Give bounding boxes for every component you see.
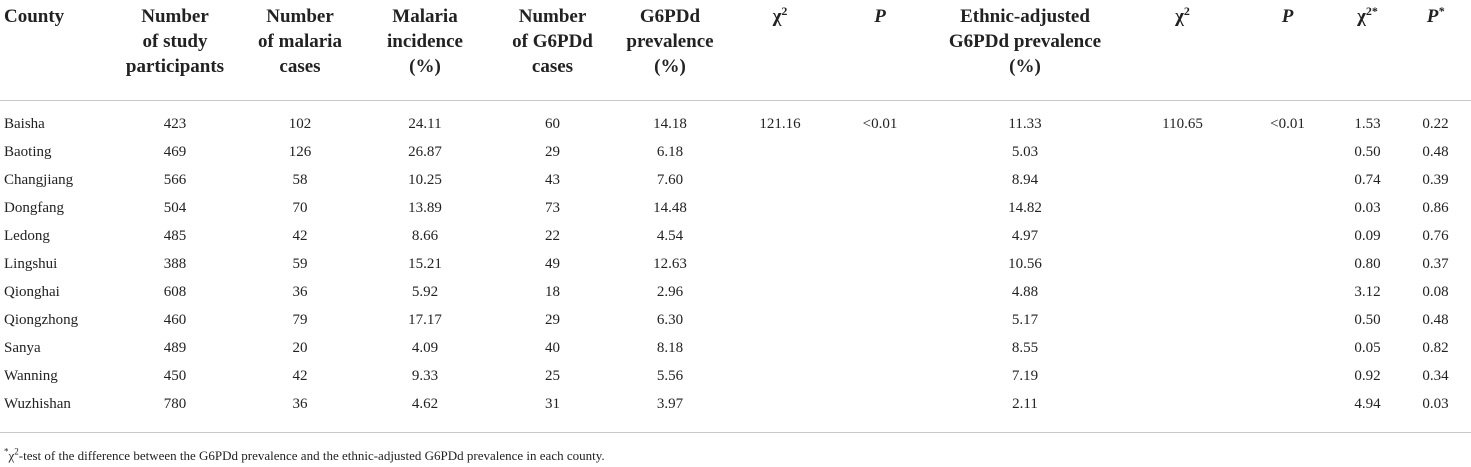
header-g6pd-cases-line-3: cases xyxy=(531,56,574,77)
header-p-value-star-sup: * xyxy=(1438,3,1445,18)
cell-participants: 423 xyxy=(163,116,187,132)
cell-participants: 469 xyxy=(163,144,187,160)
cell-malaria-cases: 58 xyxy=(292,172,308,188)
header-ethnic-adjusted-line-1: Ethnic-adjusted xyxy=(960,6,1090,27)
cell-chi-square-1 xyxy=(725,307,835,335)
cell-g6pd-cases: 43 xyxy=(545,172,560,188)
cell-county: Baisha xyxy=(4,116,45,132)
cell-p-value-2 xyxy=(1240,391,1335,419)
header-ethnic-adjusted xyxy=(925,0,1125,100)
cell-chi-square-1 xyxy=(725,363,835,391)
cell-p-value-star: 0.48 xyxy=(1422,144,1449,160)
header-malaria-incidence-line-3: (%) xyxy=(409,56,441,77)
cell-g6pd-prevalence: 7.60 xyxy=(656,172,684,188)
cell-chi-square-2 xyxy=(1125,307,1240,335)
cell-g6pd-cases: 29 xyxy=(545,312,560,328)
header-chi-square-1 xyxy=(725,0,835,100)
table-body xyxy=(0,100,1471,432)
cell-ethnic-adjusted: 4.88 xyxy=(1011,284,1039,300)
cell-malaria-cases: 70 xyxy=(292,200,308,216)
cell-chi-square-star: 0.09 xyxy=(1354,228,1381,244)
cell-county: Baoting xyxy=(4,144,52,160)
cell-malaria-cases: 59 xyxy=(292,256,308,272)
header-participants xyxy=(110,0,240,100)
cell-p-value-2 xyxy=(1240,363,1335,391)
cell-county: Qionghai xyxy=(4,284,60,300)
footnote-sup: 2 xyxy=(14,446,19,457)
cell-p-value-1 xyxy=(835,223,925,251)
header-g6pd-prevalence-line-2: prevalence xyxy=(626,31,714,52)
cell-p-value-1 xyxy=(835,139,925,167)
cell-ethnic-adjusted: 5.17 xyxy=(1011,312,1039,328)
cell-chi-square-star: 0.50 xyxy=(1354,312,1381,328)
cell-ethnic-adjusted: 4.97 xyxy=(1011,228,1039,244)
cell-participants: 608 xyxy=(163,284,187,300)
cell-county: Sanya xyxy=(4,340,41,356)
cell-malaria-incidence: 8.66 xyxy=(411,228,439,244)
table-row xyxy=(0,391,1471,419)
cell-malaria-incidence: 17.17 xyxy=(408,312,442,328)
cell-g6pd-prevalence: 8.18 xyxy=(656,340,684,356)
cell-chi-square-star: 0.92 xyxy=(1354,368,1381,384)
cell-malaria-incidence: 9.33 xyxy=(411,368,439,384)
cell-p-value-2 xyxy=(1240,335,1335,363)
cell-g6pd-prevalence: 6.18 xyxy=(656,144,684,160)
header-participants-line-3: participants xyxy=(125,56,225,77)
cell-county: Wuzhishan xyxy=(4,396,71,412)
cell-chi-square-1 xyxy=(725,223,835,251)
cell-p-value-2: <0.01 xyxy=(1270,116,1305,132)
footnote-text: -test of the difference between the G6PDd prevalence and the ethnic-adjusted G6PDd prevalence in each county. xyxy=(18,448,605,463)
header-g6pd-prevalence-line-3: (%) xyxy=(654,56,686,77)
cell-malaria-cases: 79 xyxy=(292,312,308,328)
header-g6pd-prevalence xyxy=(615,0,725,100)
header-p-value-1: P xyxy=(835,0,925,100)
cell-g6pd-prevalence: 6.30 xyxy=(656,312,684,328)
cell-ethnic-adjusted: 8.94 xyxy=(1011,172,1039,188)
header-ethnic-adjusted-line-3: (%) xyxy=(1009,56,1041,77)
table-footnote xyxy=(4,448,605,464)
cell-county: Lingshui xyxy=(4,256,58,272)
cell-participants: 450 xyxy=(163,368,187,384)
cell-chi-square-star: 4.94 xyxy=(1354,396,1381,412)
header-malaria-cases-line-1: Number xyxy=(266,6,334,27)
cell-g6pd-prevalence: 5.56 xyxy=(656,368,684,384)
header-malaria-incidence xyxy=(360,0,490,100)
cell-g6pd-cases: 40 xyxy=(545,340,560,356)
cell-p-value-2 xyxy=(1240,307,1335,335)
cell-participants: 460 xyxy=(163,312,187,328)
header-chi-square-1-sup: 2 xyxy=(781,3,788,18)
cell-county: Qiongzhong xyxy=(4,312,79,328)
cell-participants: 780 xyxy=(163,396,187,412)
cell-chi-square-1 xyxy=(725,167,835,195)
cell-p-value-star: 0.08 xyxy=(1422,284,1449,300)
cell-chi-square-2 xyxy=(1125,167,1240,195)
cell-chi-square-1 xyxy=(725,251,835,279)
spacer-row xyxy=(0,100,1471,111)
cell-p-value-1 xyxy=(835,167,925,195)
cell-malaria-incidence: 4.09 xyxy=(411,340,439,356)
cell-p-value-star: 0.39 xyxy=(1422,172,1449,188)
cell-chi-square-star: 3.12 xyxy=(1354,284,1381,300)
cell-g6pd-cases: 49 xyxy=(545,256,560,272)
cell-chi-square-star: 0.50 xyxy=(1354,144,1381,160)
cell-p-value-2 xyxy=(1240,223,1335,251)
header-participants-line-2: of study xyxy=(142,31,208,52)
footnote-symbol: χ xyxy=(8,448,15,463)
header-chi-square-star-symbol: χ xyxy=(1357,6,1366,27)
header-g6pd-cases xyxy=(490,0,615,100)
cell-p-value-1 xyxy=(835,251,925,279)
cell-malaria-cases: 126 xyxy=(288,144,312,160)
header-p-value-star xyxy=(1400,0,1471,100)
cell-chi-square-1: 121.16 xyxy=(759,116,801,132)
header-malaria-incidence-line-2: incidence xyxy=(387,31,463,52)
cell-g6pd-cases: 18 xyxy=(545,284,560,300)
cell-p-value-star: 0.76 xyxy=(1422,228,1449,244)
cell-chi-square-2 xyxy=(1125,251,1240,279)
header-g6pd-prevalence-line-1: G6PDd xyxy=(639,6,701,27)
cell-g6pd-cases: 25 xyxy=(545,368,560,384)
cell-county: Dongfang xyxy=(4,200,64,216)
cell-ethnic-adjusted: 10.56 xyxy=(1008,256,1042,272)
header-chi-square-2-symbol: χ xyxy=(1175,6,1184,27)
cell-p-value-star: 0.03 xyxy=(1422,396,1449,412)
cell-chi-square-1 xyxy=(725,335,835,363)
cell-malaria-incidence: 13.89 xyxy=(408,200,442,216)
cell-chi-square-1 xyxy=(725,279,835,307)
cell-malaria-cases: 20 xyxy=(292,340,308,356)
cell-p-value-2 xyxy=(1240,251,1335,279)
header-p-value-star-symbol: P xyxy=(1426,6,1439,27)
cell-p-value-2 xyxy=(1240,139,1335,167)
cell-malaria-cases: 36 xyxy=(292,284,308,300)
cell-chi-square-2 xyxy=(1125,139,1240,167)
cell-p-value-2 xyxy=(1240,279,1335,307)
spacer-cell xyxy=(0,100,1471,111)
header-chi-square-2 xyxy=(1125,0,1240,100)
table-row xyxy=(0,307,1471,335)
cell-chi-square-2 xyxy=(1125,223,1240,251)
cell-p-value-star: 0.82 xyxy=(1422,340,1449,356)
cell-malaria-incidence: 4.62 xyxy=(411,396,439,412)
header-county: County xyxy=(0,0,110,100)
cell-g6pd-prevalence: 14.18 xyxy=(653,116,687,132)
cell-p-value-2 xyxy=(1240,195,1335,223)
header-p-value-2: P xyxy=(1240,0,1335,100)
cell-p-value-star: 0.86 xyxy=(1422,200,1449,216)
header-chi-square-star-sup: 2* xyxy=(1365,3,1378,18)
header-ethnic-adjusted-line-2: G6PDd prevalence xyxy=(948,31,1102,52)
cell-chi-square-star: 0.05 xyxy=(1354,340,1381,356)
cell-g6pd-cases: 60 xyxy=(545,116,560,132)
cell-chi-square-2 xyxy=(1125,335,1240,363)
cell-chi-square-2 xyxy=(1125,363,1240,391)
cell-county: Wanning xyxy=(4,368,58,384)
cell-ethnic-adjusted: 5.03 xyxy=(1011,144,1039,160)
cell-malaria-incidence: 24.11 xyxy=(408,116,442,132)
cell-p-value-star: 0.48 xyxy=(1422,312,1449,328)
cell-p-value-1 xyxy=(835,391,925,419)
cell-malaria-incidence: 10.25 xyxy=(408,172,442,188)
cell-p-value-1 xyxy=(835,363,925,391)
table-row xyxy=(0,167,1471,195)
cell-ethnic-adjusted: 7.19 xyxy=(1011,368,1039,384)
header-malaria-cases xyxy=(240,0,360,100)
cell-malaria-cases: 36 xyxy=(292,396,308,412)
cell-p-value-1 xyxy=(835,335,925,363)
cell-p-value-1 xyxy=(835,307,925,335)
cell-chi-square-1 xyxy=(725,391,835,419)
cell-g6pd-prevalence: 4.54 xyxy=(656,228,684,244)
cell-county: Ledong xyxy=(4,228,50,244)
header-malaria-cases-line-2: of malaria xyxy=(258,31,342,52)
cell-ethnic-adjusted: 14.82 xyxy=(1008,200,1042,216)
cell-p-value-1 xyxy=(835,279,925,307)
cell-chi-square-2 xyxy=(1125,195,1240,223)
cell-chi-square-2: 110.65 xyxy=(1162,116,1203,132)
header-chi-square-star xyxy=(1335,0,1400,100)
header-malaria-cases-line-3: cases xyxy=(279,56,321,77)
header-chi-square-2-sup: 2 xyxy=(1183,3,1190,18)
cell-g6pd-cases: 73 xyxy=(545,200,560,216)
cell-chi-square-star: 1.53 xyxy=(1354,116,1381,132)
header-malaria-incidence-line-1: Malaria xyxy=(392,6,458,27)
header-row xyxy=(0,0,1471,100)
cell-malaria-incidence: 15.21 xyxy=(408,256,442,272)
cell-chi-square-star: 0.03 xyxy=(1354,200,1381,216)
cell-g6pd-cases: 22 xyxy=(545,228,560,244)
cell-p-value-star: 0.37 xyxy=(1422,256,1449,272)
cell-chi-square-2 xyxy=(1125,391,1240,419)
cell-malaria-cases: 42 xyxy=(292,228,308,244)
table-end-row xyxy=(0,419,1471,433)
table-row xyxy=(0,195,1471,223)
cell-participants: 566 xyxy=(163,172,187,188)
table-row xyxy=(0,223,1471,251)
cell-g6pd-prevalence: 3.97 xyxy=(656,396,684,412)
cell-malaria-cases: 42 xyxy=(292,368,308,384)
cell-ethnic-adjusted: 11.33 xyxy=(1008,116,1042,132)
cell-malaria-cases: 102 xyxy=(288,116,312,132)
table-row xyxy=(0,335,1471,363)
cell-g6pd-cases: 31 xyxy=(545,396,560,412)
cell-county: Changjiang xyxy=(4,172,74,188)
cell-g6pd-prevalence: 12.63 xyxy=(653,256,687,272)
table-row xyxy=(0,139,1471,167)
cell-participants: 504 xyxy=(163,200,187,216)
cell-p-value-1: <0.01 xyxy=(862,116,898,132)
table-row xyxy=(0,279,1471,307)
cell-malaria-incidence: 26.87 xyxy=(408,144,442,160)
cell-chi-square-2 xyxy=(1125,279,1240,307)
header-g6pd-cases-line-2: of G6PDd xyxy=(512,31,593,52)
cell-g6pd-cases: 29 xyxy=(545,144,560,160)
cell-participants: 388 xyxy=(163,256,187,272)
cell-chi-square-1 xyxy=(725,139,835,167)
cell-p-value-star: 0.22 xyxy=(1422,116,1449,132)
header-chi-square-1-symbol: χ xyxy=(772,6,782,27)
cell-p-value-star: 0.34 xyxy=(1422,368,1449,384)
cell-p-value-1 xyxy=(835,195,925,223)
header-g6pd-cases-line-1: Number xyxy=(518,6,587,27)
cell-chi-square-star: 0.74 xyxy=(1354,172,1381,188)
header-participants-line-1: Number xyxy=(141,6,209,27)
cell-ethnic-adjusted: 8.55 xyxy=(1011,340,1039,356)
cell-g6pd-prevalence: 14.48 xyxy=(653,200,687,216)
cell-g6pd-prevalence: 2.96 xyxy=(656,284,684,300)
cell-malaria-incidence: 5.92 xyxy=(411,284,439,300)
table-end-cell xyxy=(0,419,1471,433)
table-row xyxy=(0,251,1471,279)
cell-p-value-2 xyxy=(1240,167,1335,195)
cell-ethnic-adjusted: 2.11 xyxy=(1012,396,1038,412)
table-row xyxy=(0,111,1471,139)
cell-participants: 485 xyxy=(163,228,187,244)
footnote-marker: * xyxy=(4,446,9,457)
cell-chi-square-1 xyxy=(725,195,835,223)
cell-chi-square-star: 0.80 xyxy=(1354,256,1381,272)
table-row xyxy=(0,363,1471,391)
cell-participants: 489 xyxy=(163,340,187,356)
